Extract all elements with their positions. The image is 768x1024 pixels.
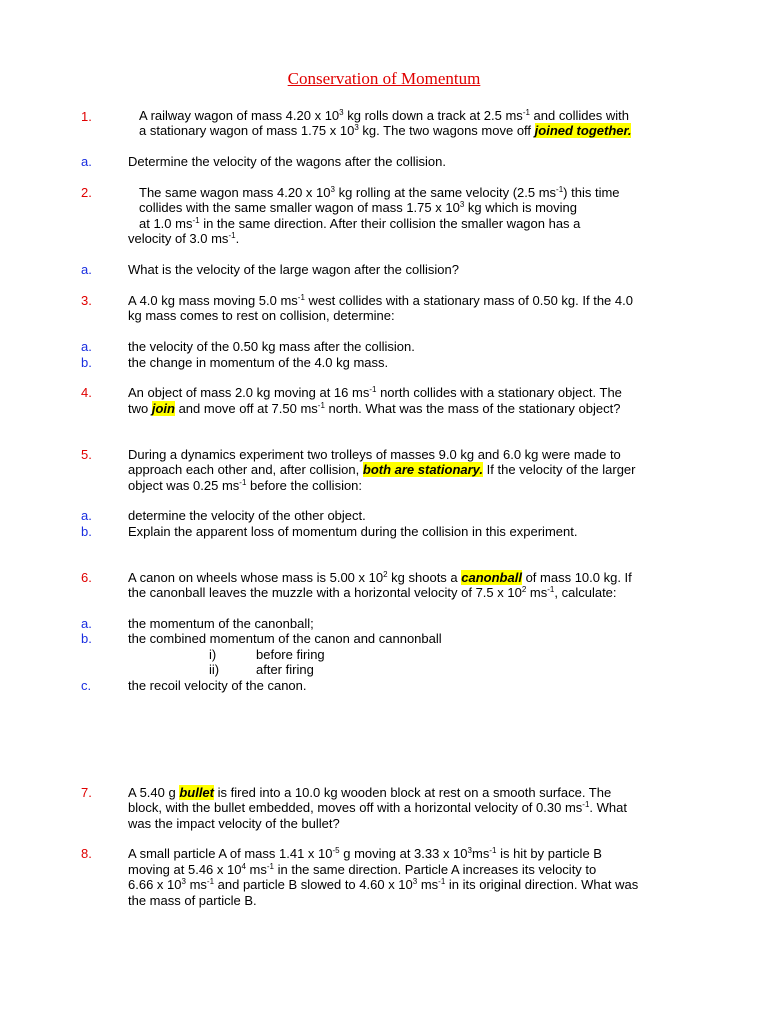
question-number: 3. xyxy=(81,293,92,308)
superscript: -1 xyxy=(317,401,325,410)
superscript: 3 xyxy=(354,123,359,132)
question-1-line xyxy=(139,123,631,138)
question-3b-text: the change in momentum of the 4.0 kg mass. xyxy=(128,355,389,370)
part-letter: a. xyxy=(81,616,92,631)
highlighted-text: both are stationary. xyxy=(362,462,484,477)
question-number: 4. xyxy=(81,385,92,400)
part-letter: a. xyxy=(81,154,92,169)
part-letter: a. xyxy=(81,508,92,523)
question-8-line: the mass of particle B. xyxy=(128,893,257,908)
superscript: 3 xyxy=(181,877,186,886)
question-number: 1. xyxy=(81,109,92,124)
subpart-text: before firing xyxy=(256,647,325,662)
question-5-line: object was 0.25 $ms^{-1}$ before the collision: xyxy=(128,478,363,493)
superscript: -1 xyxy=(547,585,555,594)
question-6b-text: the combined momentum of the canon and cannonball xyxy=(128,631,442,646)
question-7-line xyxy=(128,785,611,800)
question-number: 8. xyxy=(81,846,92,861)
superscript: -1 xyxy=(582,800,590,809)
question-6c-text: the recoil velocity of the canon. xyxy=(128,678,307,693)
question-7-text: is fired into a 10.0 kg wooden block at rest on a smooth surface. The xyxy=(214,785,612,800)
superscript: -5 xyxy=(332,846,340,855)
question-4-line xyxy=(128,401,620,416)
superscript: 3 xyxy=(339,108,344,117)
question-6-line: the canonball leaves the muzzle with a horizontal velocity of 7.5 x $10^2$ $ms^{-1}$, calculate: xyxy=(128,585,617,600)
question-2-line: The same wagon mass 4.20 x $10^3$ kg rolling at the same velocity (2.5 $ms^{-1}$) this time xyxy=(139,185,620,200)
question-5b-text: Explain the apparent loss of momentum during the collision in this experiment. xyxy=(128,524,578,539)
question-2-line: collides with the same smaller wagon of mass 1.75 x $10^3$ kg which is moving xyxy=(139,200,577,215)
question-1a-text: Determine the velocity of the wagons after the collision. xyxy=(128,154,446,169)
question-7-line: was the impact velocity of the bullet? xyxy=(128,816,340,831)
question-3-line: A 4.0 kg mass moving 5.0 $ms^{-1}$ west collides with a stationary mass of 0.50 kg. If the 4.0 xyxy=(128,293,633,308)
part-letter: a. xyxy=(81,262,92,277)
superscript: -1 xyxy=(206,877,215,886)
question-2-line: velocity of 3.0 $ms^{-1}$. xyxy=(128,231,240,246)
part-letter: a. xyxy=(81,339,92,354)
part-letter: c. xyxy=(81,678,92,693)
page-title: Conservation of Momentum xyxy=(287,69,481,88)
question-4-text: and move off at 7.50 $ms^{-1}$ north. What was the mass of the stationary object? xyxy=(174,401,621,416)
question-6-text: of mass 10.0 kg. If xyxy=(521,570,632,585)
subpart-number: ii) xyxy=(209,662,220,677)
superscript: -1 xyxy=(556,185,564,194)
highlighted-text: canonball xyxy=(461,570,522,585)
superscript: -1 xyxy=(266,862,274,871)
question-4-text: two xyxy=(128,401,152,416)
superscript: 3 xyxy=(459,200,465,209)
question-5-text: approach each other and, after collision, xyxy=(128,462,363,477)
part-letter: b. xyxy=(81,631,92,646)
subpart-number: i) xyxy=(209,647,217,662)
question-3-line: kg mass comes to rest on collision, determine: xyxy=(128,308,395,323)
question-6a-text: the momentum of the canonball; xyxy=(128,616,314,631)
question-7-text: A 5.40 g xyxy=(128,785,180,800)
part-letter: b. xyxy=(81,355,92,370)
superscript: 3 xyxy=(412,877,418,886)
highlighted-text: joined together. xyxy=(534,123,632,138)
question-8-line: moving at 5.46 x $10^4$ $ms^{-1}$ in the same direction. Particle A increases its velocity to xyxy=(128,862,597,877)
question-8-line: 6.66 x $10^3$ $ms^{-1}$ and particle B slowed to 4.60 x $10^3$ $ms^{-1}$ in its original direction. What was xyxy=(128,877,639,892)
superscript: -1 xyxy=(438,877,446,886)
question-number: 7. xyxy=(81,785,92,800)
subpart-text: after firing xyxy=(256,662,314,677)
question-8-line: A small particle A of mass 1.41 x $10^{-5}$ g moving at 3.33 x $10^3ms^{-1}$ is hit by particle B xyxy=(128,846,602,861)
question-3a-text: the velocity of the 0.50 kg mass after the collision. xyxy=(128,339,415,354)
superscript: 3 xyxy=(467,846,472,855)
superscript: -1 xyxy=(297,293,305,302)
question-6-line xyxy=(128,570,632,585)
question-5-line xyxy=(128,462,636,477)
question-4-line: An object of mass 2.0 kg moving at 16 $ms^{-1}$ north collides with a stationary object. The xyxy=(128,385,622,400)
superscript: -1 xyxy=(489,846,497,855)
question-7-line: block, with the bullet embedded, moves off with a horizontal velocity of 0.30 $ms^{-1}$. What xyxy=(128,800,627,815)
question-2a-text: What is the velocity of the large wagon after the collision? xyxy=(128,262,459,277)
highlighted-text: join xyxy=(151,401,175,416)
superscript: -1 xyxy=(192,216,200,225)
superscript: 2 xyxy=(521,585,527,594)
question-1-line: A railway wagon of mass 4.20 x $10^3$ kg rolls down a track at 2.5 $ms^{-1}$ and collides with xyxy=(139,108,629,123)
superscript: -1 xyxy=(239,478,247,487)
question-number: 6. xyxy=(81,570,92,585)
question-6-text: A canon on wheels whose mass is 5.00 x $10^2$ kg shoots a xyxy=(128,570,462,585)
superscript: -1 xyxy=(369,385,377,394)
highlighted-text: bullet xyxy=(179,785,214,800)
superscript: -1 xyxy=(228,231,236,240)
superscript: 4 xyxy=(241,862,246,871)
question-5-text: If the velocity of the larger xyxy=(483,462,636,477)
question-number: 5. xyxy=(81,447,92,462)
superscript: 2 xyxy=(383,570,388,579)
question-2-line: at 1.0 $ms^{-1}$ in the same direction. After their collision the smaller wagon has a xyxy=(139,216,581,231)
question-1-text: a stationary wagon of mass 1.75 x $10^3$ kg. The two wagons move off xyxy=(139,123,535,138)
question-5a-text: determine the velocity of the other object. xyxy=(128,508,366,523)
question-number: 2. xyxy=(81,185,92,200)
superscript: 3 xyxy=(330,185,335,194)
part-letter: b. xyxy=(81,524,92,539)
superscript: -1 xyxy=(522,108,530,117)
question-5-line: During a dynamics experiment two trolleys of masses 9.0 kg and 6.0 kg were made to xyxy=(128,447,621,462)
